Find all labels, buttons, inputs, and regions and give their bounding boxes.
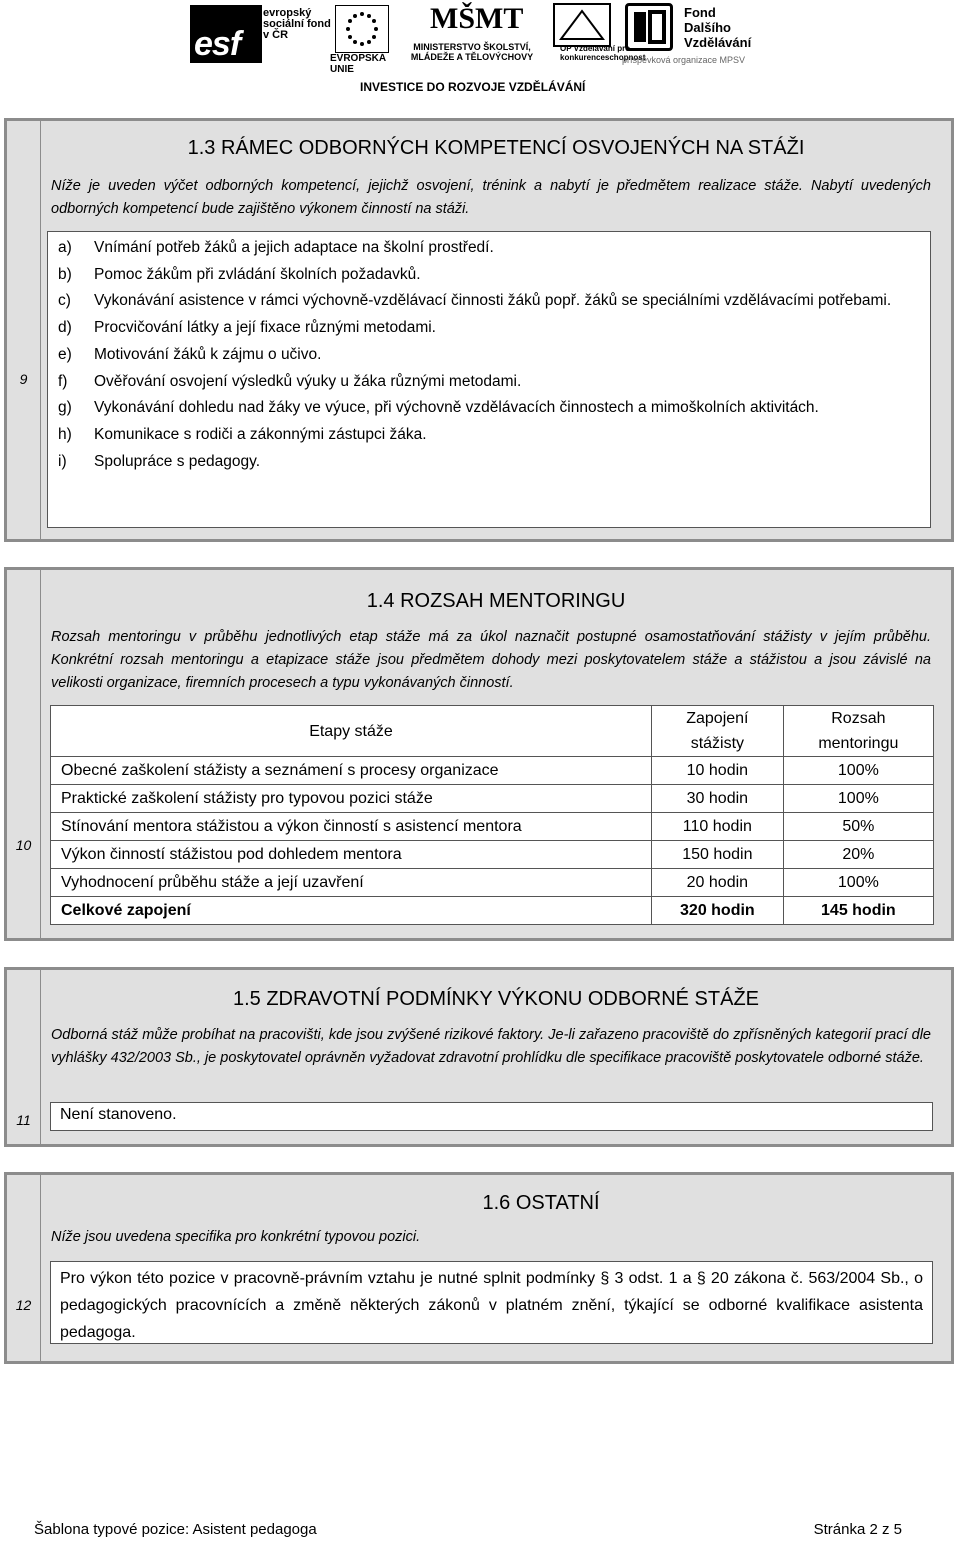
table-cell: 100% — [783, 757, 933, 785]
health-value: Není stanoveno. — [60, 1106, 177, 1123]
mentoring-table — [50, 705, 934, 925]
table-cell: 20 hodin — [652, 869, 784, 897]
competence-letter: f) — [58, 372, 68, 390]
competence-text: Motivování žáků k zájmu o učivo. — [94, 345, 322, 363]
other-value: Pro výkon této pozice v pracovně-právním vztahu je nutné splnit podmínky § 3 odst. 1 a § 20 zákona č. 563/2004 Sb., o pedagogických pracovnících a změně některých zákonů v platném znění, týkající se odborné kvalifikace asistenta pedagoga. — [60, 1270, 923, 1341]
competence-text: Komunikace s rodiči a zákonnými zástupci žáka. — [94, 425, 427, 443]
competence-letter: g) — [58, 399, 72, 417]
table-cell: 320 hodin — [652, 897, 784, 925]
section-title: 1.5 ZDRAVOTNÍ PODMÍNKY VÝKONU ODBORNÉ STÁŽE — [232, 988, 759, 1010]
competence-text: Procvičování látky a její fixace různými metodami. — [94, 319, 436, 337]
table-cell: Celkové zapojení — [51, 897, 652, 925]
row-number: 10 — [15, 837, 32, 853]
table-cell: 145 hodin — [783, 897, 933, 925]
fdv-logo-icon — [625, 3, 673, 51]
section-title: 1.6 OSTATNÍ — [482, 1192, 600, 1214]
msmt-logo: MŠMT — [430, 2, 524, 35]
eu-label: EVROPSKÁ UNIE — [330, 53, 387, 75]
header-logos — [0, 0, 960, 100]
competence-item — [58, 288, 922, 315]
section-intro: Rozsah mentoringu v průběhu jednotlivých etap stáže má za úkol naznačit postupné osamostatňování stážisty v jejím průběhu. Konkrétní rozsah mentoringu a etapizace stáže jsou předmětem dohody mezi poskytovatelem stáže a stážistou a jsou závislé na velikosti organizace, firemních procesech a typu vykonávaných činností. — [51, 629, 931, 691]
competence-list — [58, 235, 922, 475]
section-other — [4, 1172, 954, 1364]
competence-list-box — [47, 231, 931, 528]
competence-text: Pomoc žákům při zvládání školních požadavků. — [94, 265, 421, 283]
competence-letter: d) — [58, 319, 72, 337]
competence-item — [58, 369, 922, 396]
table-cell: Obecné zaškolení stážisty a seznámení s procesy organizace — [51, 757, 652, 785]
competence-text: Vykonávání asistence v rámci výchovně-vzdělávací činnosti žáků popř. žáků se speciálními vzdělávacími potřebami. — [94, 292, 892, 310]
competence-letter: b) — [58, 265, 72, 283]
row-number: 12 — [15, 1297, 32, 1313]
section-title: 1.3 RÁMEC ODBORNÝCH KOMPETENCÍ OSVOJENÝCH NA STÁŽI — [187, 137, 805, 159]
table-cell: Stínování mentora stážistou a výkon činností s asistencí mentora — [51, 813, 652, 841]
health-value-box — [50, 1102, 933, 1131]
competence-letter: c) — [58, 292, 71, 310]
table-row — [51, 869, 934, 897]
section-intro: Níže je uveden výčet odborných kompetencí, jejichž osvojení, trénink a nabytí je předmětem realizace stáže. Nabytí uvedených odborných kompetencí bude zajištěno výkonem činností na stáži. — [51, 178, 931, 217]
table-cell: 30 hodin — [652, 785, 784, 813]
col-header: Rozsah mentoringu — [783, 706, 933, 757]
eu-flag-icon — [335, 5, 389, 53]
competence-item — [58, 395, 922, 422]
row-number: 11 — [16, 1112, 31, 1128]
competence-item — [58, 235, 922, 262]
esf-logo-text: evropský sociální fond v ČR — [263, 7, 331, 41]
table-row — [51, 841, 934, 869]
op-label: OP Vzdělávání pro konkurenceschopnost — [560, 44, 646, 62]
investice-slogan: INVESTICE DO ROZVOJE VZDĚLÁVÁNÍ — [360, 80, 586, 94]
col-header: Zapojení stážisty — [652, 706, 784, 757]
section-mentoring — [4, 567, 954, 941]
section-competences — [4, 118, 954, 542]
row-number: 9 — [19, 371, 28, 387]
table-cell: 50% — [783, 813, 933, 841]
competence-item — [58, 422, 922, 449]
table-cell: Výkon činností stážistou pod dohledem mentora — [51, 841, 652, 869]
section-body — [40, 570, 951, 938]
esf-logo: esf — [190, 5, 262, 63]
competence-item — [58, 342, 922, 369]
footer-template-name: Šablona typové pozice: Asistent pedagoga — [34, 1521, 317, 1538]
table-cell: Vyhodnocení průběhu stáže a její uzavření — [51, 869, 652, 897]
mentoring-table-box — [50, 705, 934, 925]
competence-letter: i) — [58, 452, 67, 470]
table-cell: 20% — [783, 841, 933, 869]
competence-item — [58, 315, 922, 342]
competence-item — [58, 262, 922, 289]
table-total-row — [51, 897, 934, 925]
table-cell: 110 hodin — [652, 813, 784, 841]
table-row — [51, 813, 934, 841]
table-header-row — [51, 706, 934, 757]
table-cell: 100% — [783, 869, 933, 897]
competence-letter: h) — [58, 425, 72, 443]
table-row — [51, 785, 934, 813]
table-cell: 10 hodin — [652, 757, 784, 785]
table-cell: 150 hodin — [652, 841, 784, 869]
section-body — [40, 970, 951, 1144]
section-intro: Odborná stáž může probíhat na pracovišti, kde jsou zvýšené rizikové faktory. Je-li zařazeno pracoviště do zpřísněných kategorií prací dle vyhlášky 432/2003 Sb., je poskytovatel oprávněn vyžadovat zdravotní prohlídku dle specifikace pracoviště poskytovatele odborné stáže. — [51, 1027, 931, 1066]
table-cell: 100% — [783, 785, 933, 813]
footer-page-number: Stránka 2 z 5 — [813, 1521, 902, 1538]
section-body — [40, 1175, 951, 1361]
other-value-box — [50, 1261, 933, 1344]
section-body — [40, 121, 951, 539]
competence-letter: a) — [58, 239, 72, 256]
col-header: Etapy stáže — [51, 706, 652, 757]
competence-text: Spolupráce s pedagogy. — [94, 452, 261, 470]
fdv-sub: příspěvková organizace MPSV — [622, 55, 746, 65]
table-row — [51, 757, 934, 785]
section-health — [4, 967, 954, 1147]
competence-item — [58, 449, 922, 476]
msmt-label: MINISTERSTVO ŠKOLSTVÍ, MLÁDEŽE A TĚLOVÝCHOVY — [410, 42, 534, 62]
competence-letter: e) — [58, 345, 72, 363]
fdv-label: Fond Dalšího Vzdělávání — [684, 5, 752, 50]
section-intro: Níže jsou uvedena specifika pro konkrétní typovou pozici. — [51, 1229, 421, 1245]
competence-text: Ověřování osvojení výsledků výuky u žáka různými metodami. — [94, 372, 522, 390]
table-cell: Praktické zaškolení stážisty pro typovou pozici stáže — [51, 785, 652, 813]
op-logo-icon — [553, 3, 611, 47]
competence-text: Vnímání potřeb žáků a jejich adaptace na školní prostředí. — [94, 239, 494, 256]
section-title: 1.4 ROZSAH MENTORINGU — [366, 590, 626, 612]
competence-text: Vykonávání dohledu nad žáky ve výuce, při výchovně vzdělávacích činnostech a mimoškolních aktivitách. — [94, 399, 819, 417]
